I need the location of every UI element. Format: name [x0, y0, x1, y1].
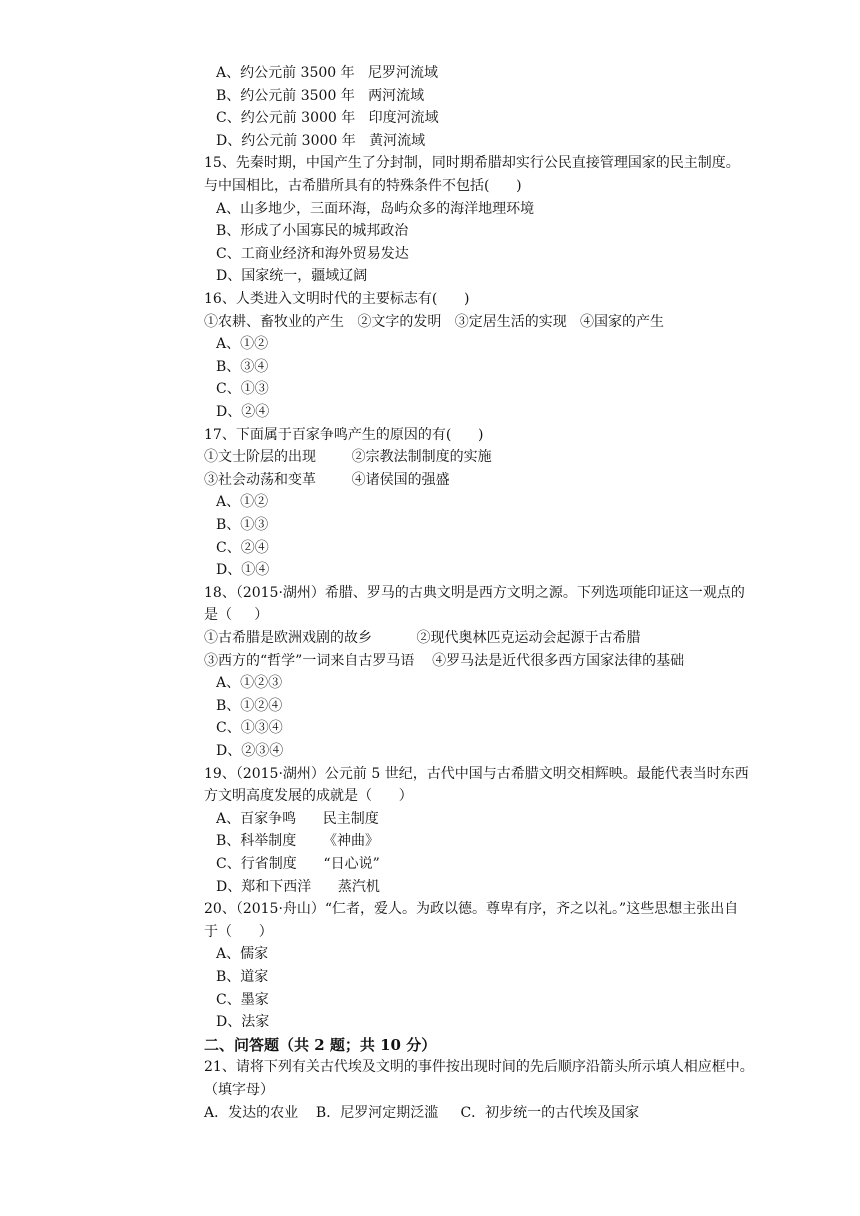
- question-text: 17、下面属于百家争鸣产生的原因的有( ): [204, 426, 484, 443]
- answer-option: C、②④: [216, 539, 269, 556]
- question-text: 20、（2015·舟山）“仁者，爱人。为政以德。尊卑有序，齐之以礼。”这些思想主张出自: [204, 901, 739, 918]
- answer-option: B、③④: [216, 358, 269, 375]
- question-text: （填字母）: [204, 1082, 274, 1098]
- question-text: 是（ ）: [204, 607, 269, 624]
- answer-option: C、工商业经济和海外贸易发达: [216, 245, 409, 262]
- question-text: 21、请将下列有关古代埃及文明的事件按出现时间的先后顺序沿箭头所示填人相应框中。: [204, 1059, 754, 1076]
- answer-option: D、约公元前 3000 年 黄河流域: [216, 132, 426, 149]
- answer-option: A、①②③: [216, 675, 283, 692]
- question-text: ①古希腊是欧洲戏剧的故乡 ②现代奥林匹克运动会起源于古希腊: [204, 630, 641, 646]
- answer-option: D、②③④: [216, 743, 284, 759]
- question-text: ①文士阶层的出现 ②宗教法制制度的实施: [204, 449, 492, 466]
- answer-option: B、形成了小国寡民的城邦政治: [216, 223, 409, 240]
- section-heading: 二、问答题（共 2 题；共 10 分）: [204, 1035, 437, 1054]
- question-text: 与中国相比，古希腊所具有的特殊条件不包括( ): [204, 178, 522, 194]
- answer-option: A、①②: [216, 336, 269, 353]
- answer-option: B、科举制度 《神曲》: [216, 833, 379, 850]
- answer-option: B、约公元前 3500 年 两河流域: [216, 87, 425, 104]
- question-text: 15、先秦时期，中国产生了分封制，同时期希腊却实行公民直接管理国家的民主制度。: [204, 155, 740, 172]
- answer-option: C、墨家: [216, 991, 269, 1008]
- answer-option: A、山多地少，三面环海，岛屿众多的海洋地理环境: [216, 200, 535, 217]
- answer-option: C、①③: [216, 381, 269, 398]
- answer-option: C、①③④: [216, 720, 283, 737]
- answer-option: C、行省制度 “日心说”: [216, 856, 380, 872]
- answer-option: A、约公元前 3500 年 尼罗河流域: [216, 65, 438, 81]
- question-text: 18、（2015·湖州）希腊、罗马的古典文明是西方文明之源。下列选项能印证这一观点的: [204, 584, 745, 601]
- question-text: ③社会动荡和变革 ④诸侯国的强盛: [204, 471, 450, 488]
- answer-option: D、①④: [216, 562, 270, 579]
- answer-option: A、儒家: [216, 946, 269, 963]
- answer-option: A、①②: [216, 494, 269, 511]
- answer-option: D、国家统一，疆域辽阔: [216, 268, 368, 285]
- answer-option: B、道家: [216, 969, 269, 985]
- answer-option: C、约公元前 3000 年 印度河流域: [216, 110, 439, 127]
- answer-option: D、法家: [216, 1014, 270, 1031]
- question-text: A．发达的农业 B．尼罗河定期泛滥 C．初步统一的古代埃及国家: [204, 1104, 640, 1121]
- answer-option: B、①③: [216, 517, 269, 533]
- answer-option: A、百家争鸣 民主制度: [216, 810, 379, 827]
- answer-option: D、②④: [216, 404, 270, 420]
- question-text: ③西方的“哲学”一词来自古罗马语 ④罗马法是近代很多西方国家法律的基础: [204, 652, 685, 669]
- question-text: 16、人类进入文明时代的主要标志有( ): [204, 291, 470, 307]
- answer-option: D、郑和下西洋 蒸汽机: [216, 878, 380, 895]
- question-text: 19、（2015·湖州）公元前 5 世纪，古代中国与古希腊文明交相辉映。最能代表当时东西: [204, 765, 749, 782]
- question-text: 方文明高度发展的成就是（ ）: [204, 788, 413, 805]
- question-text: 于（ ）: [204, 923, 273, 940]
- answer-option: B、①②④: [216, 697, 283, 714]
- question-text: ①农耕、畜牧业的产生 ②文字的发明 ③定居生活的实现 ④国家的产生: [204, 313, 665, 330]
